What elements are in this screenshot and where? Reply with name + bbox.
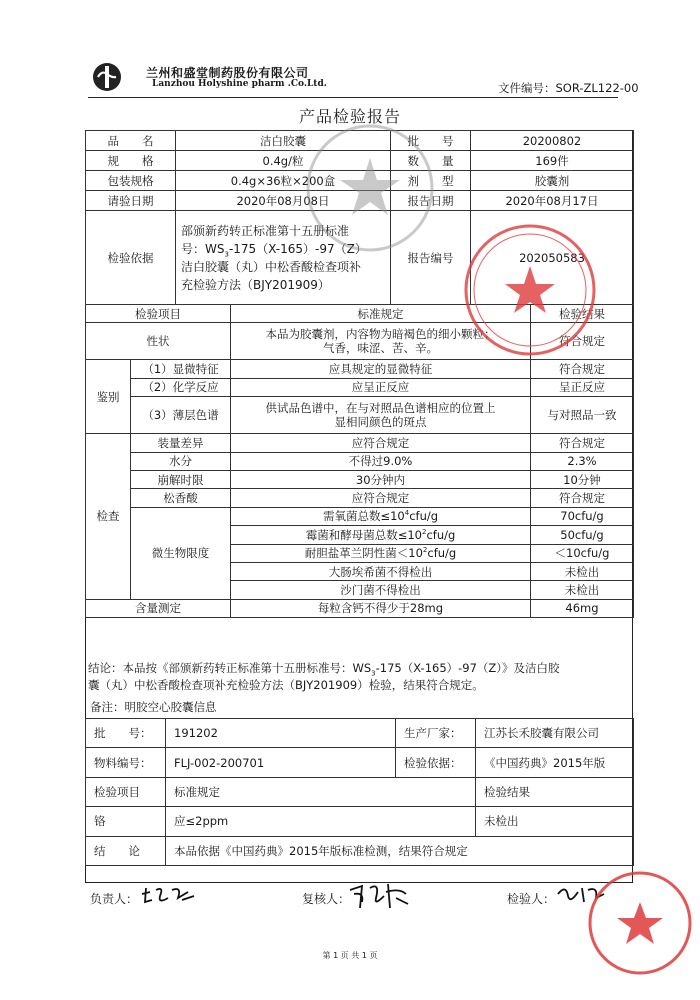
micro-standard-5: 沙门菌不得检出 [231,581,531,599]
properties-label: 性状 [86,323,231,360]
id-result-1: 符合规定 [531,360,634,378]
insp-result-4: 符合规定 [531,489,634,507]
request-date-value: 2020年08月08日 [176,191,391,211]
responsible-label: 负责人： [90,892,139,906]
request-date-label: 请验日期 [86,191,176,211]
spec-value: 0.4g/粒 [176,151,391,171]
basis-line-4: 充检验方法（BJY201909） [181,277,330,292]
basis-line-1: 部颁新药转正标准第十五册标准 [181,223,350,238]
id-standard-3 [231,397,531,434]
id-standard-2: 应呈正反应 [231,378,531,396]
conclusion-line-1 [88,660,630,677]
responsible-signature [138,880,198,910]
micro-standard-3 [231,544,531,562]
micro-limit-label: 微生物限度 [131,507,231,599]
insp-item-4: 松香酸 [131,489,231,507]
company-name-en: Lanzhou Holyshine pharm .Co.Ltd. [152,79,327,89]
id-item-1: （1）显微特征 [131,360,231,378]
col-header-item: 检验项目 [86,305,231,323]
micro-standard-3-pre: 耐胆盐革兰阴性菌＜10 [304,546,423,561]
insp-item-3: 崩解时限 [131,470,231,488]
capsule-conclusion-value: 本品依据《中国药典》2015年版标准检测，结果符合规定 [166,836,634,865]
report-date-value: 2020年08月17日 [471,191,634,211]
micro-standard-2 [231,526,531,544]
dosage-form-label: 剂 型 [391,171,471,191]
basis-line-3: 洁白胶囊（丸）中松香酸检查项补 [181,259,362,274]
reviewer-signature [346,878,416,914]
batch-label: 批 号 [391,131,471,151]
spec-label: 规 格 [86,151,176,171]
basis-line-2-sub: 3 [224,249,229,258]
chromium-result: 未检出 [476,807,634,836]
chromium-label: 铬 [86,807,166,836]
id-item-2: （2）化学反应 [131,378,231,396]
id-standard-3-line-1: 供试品色谱中，在与对照品色谱相应的位置上 [265,401,496,416]
id-result-2: 呈正反应 [531,378,634,396]
package-label: 包装规格 [86,171,176,191]
assay-standard: 每粒含钙不得少于28mg [231,599,531,617]
micro-standard-2-sup: 2 [421,527,427,536]
micro-result-3: ＜10cfu/g [531,544,634,562]
quality-department-seal-stamp [585,868,695,978]
identification-label: 鉴别 [86,360,131,434]
conclusion-line-1-pre: 结论：本品按《部颁新药转正标准第十五册标准号：WS [88,661,372,675]
capsule-conclusion-label: 结 论 [86,836,166,865]
product-name-label: 品 名 [86,131,176,151]
properties-standard-line-1: 本品为胶囊剂，内容物为暗褐色的细小颗粒； [265,327,496,342]
micro-standard-1-pre: 需氧菌总数≤10 [322,509,405,524]
micro-standard-2-post: cfu/g [426,527,456,542]
page-number: 第 1 页 共 1 页 [322,951,378,960]
id-result-3: 与对照品一致 [531,397,634,434]
properties-standard-line-2: 气香，味涩、苦、辛。 [323,341,438,356]
package-value: 0.4g×36粒×200盒 [176,171,391,191]
basis-line-2-pre: 号：WS [181,241,225,256]
insp-standard-1: 应符合规定 [231,434,531,452]
capsule-info-table [85,718,634,866]
report-number-label: 报告编号 [391,211,471,305]
insp-standard-4: 应符合规定 [231,489,531,507]
properties-result: 符合规定 [531,323,634,360]
insp-result-2: 2.3% [531,452,634,470]
insp-standard-2: 不得过9.0% [231,452,531,470]
company-quality-seal-stamp [460,220,600,360]
batch-value: 20200802 [471,131,634,151]
micro-standard-2-pre: 霉菌和酵母菌总数≤10 [305,527,422,542]
report-date-label: 报告日期 [391,191,471,211]
quantity-label: 数 量 [391,151,471,171]
micro-standard-1 [231,507,531,525]
capsule-material-value: FLJ-002-200701 [166,748,396,777]
insp-result-3: 10分钟 [531,470,634,488]
micro-standard-1-sup: 4 [404,509,410,518]
id-item-3: （3）薄层色谱 [131,397,231,434]
conclusion-line-2: 囊（丸）中松香酸检查项补充检验方法（BJY201909）检验，结果符合规定。 [88,678,484,692]
document-number: 文件编号：SOR-ZL122-00 [498,81,639,95]
basis-line-2-post: -175（X-165）-97（Z） [228,241,367,256]
capsule-result-label: 检验结果 [476,777,634,806]
conclusion-line-1-sub: 3 [371,669,376,678]
micro-result-1: 70cfu/g [531,507,634,525]
capsule-standard-label: 标准规定 [166,777,476,806]
micro-result-5: 未检出 [531,581,634,599]
capsule-batch-label: 批 号： [86,719,166,748]
insp-item-2: 水分 [131,452,231,470]
company-name-cn: 兰州和盛堂制药股份有限公司 [146,66,309,80]
insp-standard-3: 30分钟内 [231,470,531,488]
conclusion [88,660,630,694]
micro-standard-3-sup: 2 [422,546,428,555]
inspection-label: 检查 [86,434,131,600]
reviewer-label: 复核人： [302,892,351,906]
micro-standard-3-post: cfu/g [427,546,457,561]
product-name-value: 洁白胶囊 [176,131,391,151]
quantity-value: 169件 [471,151,634,171]
header-divider [88,97,618,98]
micro-standard-4: 大肠埃希菌不得检出 [231,562,531,580]
insp-result-1: 符合规定 [531,434,634,452]
capsule-material-label: 物料编号： [86,748,166,777]
basis-label: 检验依据 [86,211,176,305]
micro-result-2: 50cfu/g [531,526,634,544]
company-logo [92,62,122,92]
chromium-standard: 应≤2ppm [166,807,476,836]
conclusion-line-1-post: -175（X-165）-97（Z）》及洁白胶 [375,661,560,675]
remark: 备注：明胶空心胶囊信息 [90,700,217,714]
col-header-standard: 标准规定 [231,305,531,323]
capsule-basis-label: 检验依据： [396,748,476,777]
inspection-seal-stamp [300,118,440,258]
micro-standard-1-post: cfu/g [409,509,439,524]
capsule-maker-label: 生产厂家： [396,719,476,748]
capsule-item-label: 检验项目 [86,777,166,806]
capsule-maker-value: 江苏长禾胶囊有限公司 [476,719,634,748]
col-header-result: 检验结果 [531,305,634,323]
report-number-value: 202050583 [471,211,634,305]
dosage-form-value: 胶囊剂 [471,171,634,191]
insp-item-1: 装量差异 [131,434,231,452]
inspector-label: 检验人： [507,892,556,906]
id-standard-3-line-2: 显相同颜色的斑点 [334,415,427,430]
capsule-batch-value: 191202 [166,719,396,748]
id-standard-1: 应具规定的显微特征 [231,360,531,378]
capsule-basis-value: 《中国药典》2015年版 [476,748,634,777]
page-title: 产品检验报告 [298,107,401,126]
assay-result: 46mg [531,599,634,617]
micro-result-4: 未检出 [531,562,634,580]
assay-label: 含量测定 [86,599,231,617]
